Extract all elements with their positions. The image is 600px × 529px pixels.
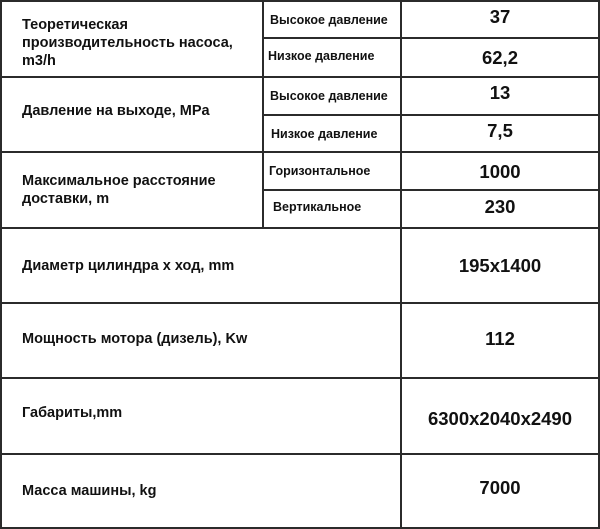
divider xyxy=(0,377,600,379)
divider xyxy=(0,227,600,229)
divider xyxy=(262,114,600,116)
sub-label: Низкое давление xyxy=(268,49,375,63)
table-border-top xyxy=(0,0,600,2)
param-pump-capacity: Теоретическая производительность насоса, m3/h xyxy=(22,17,233,69)
param-motor-power: Мощность мотора (дизель), Kw xyxy=(22,331,248,347)
value: 1000 xyxy=(479,161,521,182)
divider xyxy=(0,453,600,455)
param-machine-mass: Масса машины, kg xyxy=(22,483,157,499)
divider xyxy=(0,76,600,78)
value: 7000 xyxy=(479,477,521,498)
value: 195x1400 xyxy=(458,255,542,276)
sub-label: Высокое давление xyxy=(270,13,388,27)
divider xyxy=(262,0,264,227)
divider xyxy=(262,189,600,191)
value: 230 xyxy=(484,196,516,217)
value: 37 xyxy=(489,6,511,27)
param-output-pressure: Давление на выходе, MPa xyxy=(22,103,210,119)
param-dimensions: Габариты,mm xyxy=(22,405,123,421)
param-cylinder-diameter-stroke: Диаметр цилиндра x ход, mm xyxy=(22,258,235,274)
value: 13 xyxy=(489,82,511,103)
sub-label: Высокое давление xyxy=(270,89,388,103)
value: 6300x2040x2490 xyxy=(427,408,573,429)
sub-label: Вертикальное xyxy=(273,200,362,214)
value: 112 xyxy=(485,328,515,349)
divider xyxy=(0,302,600,304)
divider xyxy=(262,37,600,39)
divider xyxy=(0,151,600,153)
value: 7,5 xyxy=(487,120,513,141)
sub-label: Горизонтальное xyxy=(269,164,371,178)
param-max-delivery-distance: Максимальное расстояние доставки, m xyxy=(22,173,216,207)
sub-label: Низкое давление xyxy=(271,127,378,141)
value: 62,2 xyxy=(481,47,518,68)
